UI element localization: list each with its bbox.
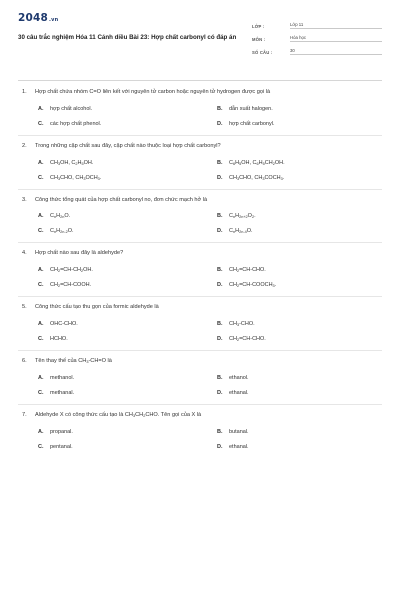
options-grid bbox=[18, 97, 382, 135]
option-text: propanal. bbox=[50, 428, 73, 435]
option-letter: A. bbox=[38, 159, 44, 166]
question-text: Công thức tổng quát của hợp chất carbonyl no, đơn chức mạch hở là bbox=[35, 196, 208, 203]
answer-option[interactable] bbox=[38, 282, 203, 288]
meta-value: 30 bbox=[290, 48, 382, 56]
option-letter: D. bbox=[217, 389, 223, 396]
option-letter: C. bbox=[38, 282, 44, 289]
question-stem bbox=[18, 412, 382, 420]
answer-option[interactable] bbox=[217, 429, 382, 435]
option-text: ethanal. bbox=[229, 389, 249, 396]
option-text: HCHO. bbox=[50, 336, 68, 343]
question-stem bbox=[18, 304, 382, 312]
question-text: Tên thay thế của $CH_3-CH=O$ là bbox=[35, 358, 112, 365]
option-text: $CH_2=CH$-CHO. bbox=[229, 267, 266, 274]
answer-option[interactable] bbox=[38, 267, 203, 273]
option-letter: B. bbox=[217, 105, 223, 112]
answer-option[interactable] bbox=[38, 160, 203, 166]
question-item bbox=[18, 197, 382, 244]
question-divider bbox=[18, 296, 382, 297]
options-grid bbox=[18, 312, 382, 350]
answer-option[interactable] bbox=[217, 228, 382, 234]
question-divider bbox=[18, 135, 382, 136]
option-text: ethanol. bbox=[229, 374, 249, 381]
answer-option[interactable] bbox=[217, 106, 382, 112]
options-grid bbox=[18, 204, 382, 242]
option-text: ethanal. bbox=[229, 443, 249, 450]
question-text: Hợp chất chứa nhóm C=O liên kết với nguyên tử carbon hoặc nguyên tử hydrogen được gọi là bbox=[35, 89, 271, 95]
question-stem bbox=[18, 358, 382, 366]
question-item bbox=[18, 89, 382, 136]
option-text: $C_nH_{2n-2}O$. bbox=[50, 228, 74, 235]
option-text: $CH_2=CH$-CHO. bbox=[229, 336, 266, 343]
option-letter: D. bbox=[217, 120, 223, 127]
option-text: methanol. bbox=[50, 374, 75, 381]
meta-row-subject bbox=[252, 29, 382, 42]
header-divider bbox=[18, 80, 382, 81]
question-item bbox=[18, 143, 382, 190]
option-text: $C_nH_{2n+2}O_2$. bbox=[229, 213, 256, 220]
answer-option[interactable] bbox=[217, 390, 382, 396]
question-number: 3. bbox=[22, 196, 27, 203]
options-grid bbox=[18, 366, 382, 404]
answer-option[interactable] bbox=[38, 228, 203, 234]
question-number: 1. bbox=[22, 89, 27, 95]
question-number: 7. bbox=[22, 411, 27, 418]
meta-label: LỚP : bbox=[252, 24, 265, 29]
option-text: $CH_2=CH-CH_2OH$. bbox=[50, 267, 93, 274]
question-divider bbox=[18, 404, 382, 405]
answer-option[interactable] bbox=[38, 429, 203, 435]
option-letter: C. bbox=[38, 389, 44, 396]
option-letter: D. bbox=[217, 228, 223, 235]
option-text: các hợp chất phenol. bbox=[50, 120, 102, 127]
answer-option[interactable] bbox=[38, 106, 203, 112]
meta-box bbox=[252, 16, 382, 55]
answer-option[interactable] bbox=[217, 444, 382, 450]
question-divider bbox=[18, 242, 382, 243]
answer-option[interactable] bbox=[38, 390, 203, 396]
answer-option[interactable] bbox=[38, 375, 203, 381]
answer-option[interactable] bbox=[38, 213, 203, 219]
options-grid bbox=[18, 420, 382, 458]
question-text: Trong những cặp chất sau đây, cặp chất nào thuộc loại hợp chất carbonyl? bbox=[35, 142, 221, 149]
meta-value: Hóa học bbox=[290, 35, 382, 43]
option-text: $CH_2=CH$-COOH. bbox=[50, 282, 92, 289]
option-text: butanal. bbox=[229, 428, 249, 435]
option-text: $C_6H_5OH$, $C_6H_5CH_2OH$. bbox=[229, 159, 285, 166]
meta-row-count bbox=[252, 42, 382, 55]
option-text: $CH_3OH$, $C_2H_5OH$. bbox=[50, 159, 94, 166]
option-text: $CH_3$-CHO. bbox=[229, 321, 255, 328]
option-letter: B. bbox=[217, 374, 223, 381]
option-letter: A. bbox=[38, 374, 44, 381]
question-text: Hợp chất nào sau đây là aldehyde? bbox=[35, 250, 124, 257]
option-letter: C. bbox=[38, 120, 44, 127]
option-letter: C. bbox=[38, 228, 44, 235]
question-number: 2. bbox=[22, 142, 27, 149]
question-stem bbox=[18, 143, 382, 151]
question-item bbox=[18, 304, 382, 351]
option-letter: A. bbox=[38, 213, 44, 220]
question-list bbox=[18, 89, 382, 458]
meta-value: Lớp 11 bbox=[290, 22, 382, 30]
answer-option[interactable] bbox=[217, 282, 382, 288]
option-letter: D. bbox=[217, 443, 223, 450]
question-item bbox=[18, 412, 382, 458]
answer-option[interactable] bbox=[38, 175, 203, 181]
answer-option[interactable] bbox=[38, 321, 203, 327]
option-text: $C_nH_{2n}O$. bbox=[50, 213, 71, 220]
answer-option[interactable] bbox=[217, 267, 382, 273]
option-text: hợp chất alcohol. bbox=[50, 105, 93, 112]
option-letter: C. bbox=[38, 174, 44, 181]
option-text: dẫn xuất halogen. bbox=[229, 105, 273, 112]
option-letter: C. bbox=[38, 336, 44, 343]
question-divider bbox=[18, 350, 382, 351]
meta-label: SỐ CÂU : bbox=[252, 50, 273, 55]
option-text: pentanal. bbox=[50, 443, 73, 450]
logo-suffix: .vn bbox=[49, 17, 59, 23]
option-letter: B. bbox=[217, 267, 223, 274]
question-divider bbox=[18, 189, 382, 190]
question-item bbox=[18, 358, 382, 405]
option-letter: B. bbox=[217, 321, 223, 328]
logo-name: 2048 bbox=[18, 12, 49, 24]
answer-option[interactable] bbox=[38, 121, 203, 127]
option-text: $CH_3CHO$, $CH_3COCH_3$. bbox=[229, 174, 285, 181]
answer-option[interactable] bbox=[38, 444, 203, 450]
option-letter: A. bbox=[38, 267, 44, 274]
option-letter: B. bbox=[217, 213, 223, 220]
option-letter: D. bbox=[217, 282, 223, 289]
answer-option[interactable] bbox=[217, 175, 382, 181]
question-stem bbox=[18, 89, 382, 97]
question-stem bbox=[18, 197, 382, 205]
meta-row-class bbox=[252, 16, 382, 29]
option-letter: D. bbox=[217, 336, 223, 343]
answer-option[interactable] bbox=[217, 375, 382, 381]
question-stem bbox=[18, 250, 382, 258]
question-text: Công thức cấu tạo thu gọn của formic aldehyde là bbox=[35, 304, 159, 311]
document-title: 30 câu trắc nghiệm Hóa 11 Cánh diều Bài 23: Hợp chất carbonyl có đáp án bbox=[18, 34, 237, 41]
answer-option[interactable] bbox=[217, 336, 382, 342]
meta-label: MÔN : bbox=[252, 37, 266, 42]
option-letter: B. bbox=[217, 159, 223, 166]
answer-option[interactable] bbox=[217, 121, 382, 127]
option-text: hợp chất carbonyl. bbox=[229, 120, 275, 127]
answer-option[interactable] bbox=[217, 160, 382, 166]
option-text: $CH_3CHO$, $CH_3OCH_3$. bbox=[50, 174, 102, 181]
options-grid bbox=[18, 151, 382, 189]
option-text: OHC-CHO. bbox=[50, 321, 78, 328]
option-letter: D. bbox=[217, 174, 223, 181]
answer-option[interactable] bbox=[38, 336, 203, 342]
options-grid bbox=[18, 258, 382, 296]
answer-option[interactable] bbox=[217, 321, 382, 327]
answer-option[interactable] bbox=[217, 213, 382, 219]
question-number: 5. bbox=[22, 304, 27, 311]
site-logo[interactable] bbox=[18, 12, 238, 24]
question-text: Aldehyde X có công thức cấu tạo là $CH_3CH_2CHO$. Tên gọi của X là bbox=[35, 411, 202, 418]
option-letter: A. bbox=[38, 428, 44, 435]
option-letter: B. bbox=[217, 428, 223, 435]
option-text: $CH_2=CH-COOCH_3$. bbox=[229, 282, 277, 289]
document-header bbox=[18, 12, 382, 68]
option-letter: C. bbox=[38, 443, 44, 450]
header-left bbox=[18, 12, 238, 42]
option-letter: A. bbox=[38, 321, 44, 328]
option-letter: A. bbox=[38, 105, 44, 112]
question-number: 6. bbox=[22, 358, 27, 365]
question-item bbox=[18, 250, 382, 297]
option-text: $C_nH_{2n-4}O$. bbox=[229, 228, 253, 235]
option-text: methanal. bbox=[50, 389, 75, 396]
question-number: 4. bbox=[22, 250, 27, 257]
